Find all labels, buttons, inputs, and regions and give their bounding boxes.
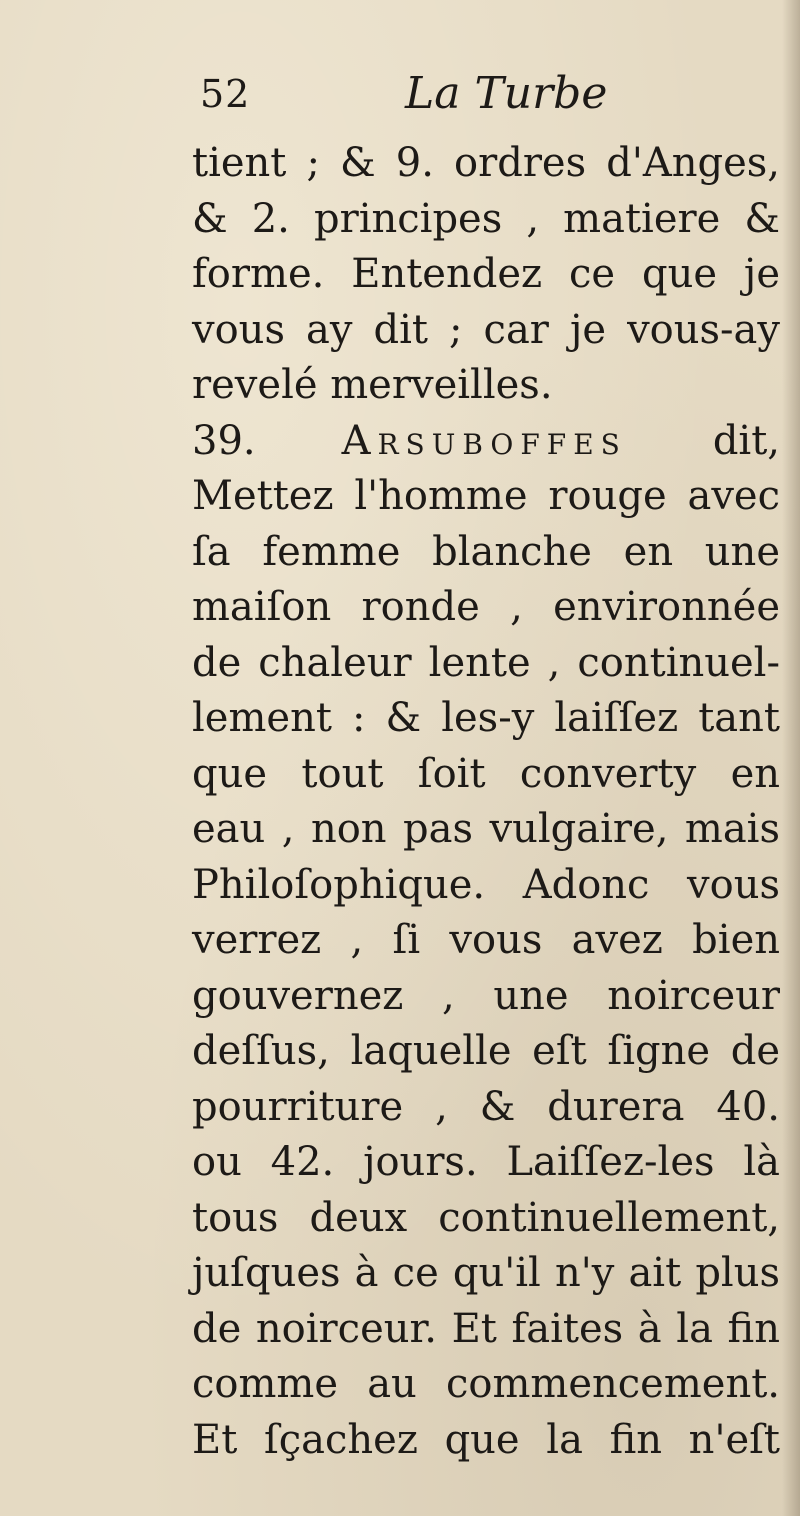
text-line: & 2. principes , matiere & [192,195,780,242]
text-line: vous ay dit ; car je vous-ay [192,306,780,353]
section-start-line [192,414,780,470]
text-line: eau , non pas vulgaire, mais [192,806,780,852]
text-line: de chaleur lente , continuel- [192,639,780,686]
text-line: que tout ſoit converty en [192,750,780,797]
text-line: comme au commencement. [192,1361,780,1407]
text-line: tous deux continuellement, [192,1194,780,1241]
text-line: maiſon ronde , environnée [192,584,780,630]
text-line: gouvernez , une noirceur [192,972,780,1019]
page-number: 52 [200,72,251,116]
text-line: deſſus, laquelle eſt ſigne de [192,1028,780,1074]
text-line: forme. Entendez ce que je [192,251,780,297]
section-number: 39. [192,417,256,464]
text-line: Et ſçachez que la fin n'eſt [192,1416,780,1463]
text-line: ou 42. jours. Laiſſez-les là [192,1139,780,1185]
text-line: revelé merveilles. [192,362,553,408]
text-line: Philoſophique. Adonc vous [192,861,780,908]
text-line: Mettez l'homme rouge avec [192,473,780,519]
page-header [200,62,760,122]
text-line: juſques à ce qu'il n'y ait plus [192,1250,780,1296]
page-edge-shadow [782,0,800,1516]
body-text [192,136,780,1468]
speaker-name: Arsuboffes [341,417,627,464]
text-line: verrez , ſi vous avez bien [192,917,780,963]
text-fragment: dit, [712,417,780,464]
text-line: de noirceur. Et faites à la fin [192,1305,780,1352]
running-title: La Turbe [405,68,608,119]
text-line: ſa femme blanche en une [192,528,780,575]
text-line: lement : & les-y laiſſez tant [192,695,780,741]
text-line: tient ; & 9. ordres d'Anges, [192,140,780,186]
text-line: pourriture , & durera 40. [192,1083,780,1130]
